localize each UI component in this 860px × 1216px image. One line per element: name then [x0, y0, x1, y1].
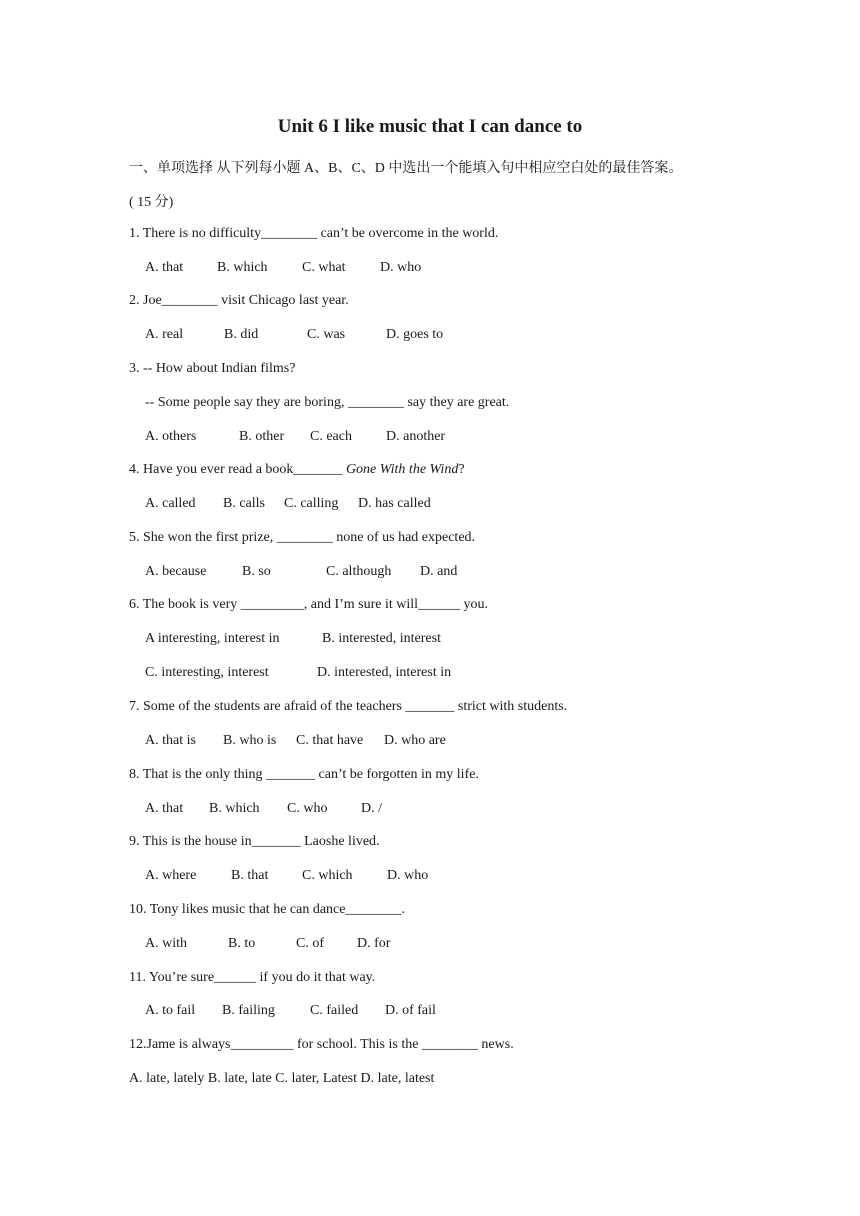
question-7-stem: 7. Some of the students are afraid of the teachers _______ strict with students.: [129, 699, 568, 714]
option-d: D. and: [420, 564, 458, 579]
option-d: D. for: [357, 936, 391, 951]
option-b: B. calls: [223, 496, 265, 511]
question-3-options: [145, 429, 445, 445]
option-d: D. who are: [384, 733, 446, 748]
option-c: C. calling: [284, 496, 339, 511]
question-1-stem: 1. There is no difficulty________ can’t be overcome in the world.: [129, 226, 499, 241]
option-c: C. each: [310, 429, 352, 444]
option-a: A. that: [145, 260, 184, 275]
option-c: C. failed: [310, 1003, 359, 1018]
question-8-stem: 8. That is the only thing _______ can’t be forgotten in my life.: [129, 767, 479, 782]
question-2-stem: 2. Joe________ visit Chicago last year.: [129, 293, 349, 308]
option-b: B. which: [209, 801, 260, 816]
option-d: D. of fail: [385, 1003, 436, 1018]
option-a: A. to fail: [145, 1003, 196, 1018]
question-12-stem: 12.Jame is always_________ for school. This is the ________ news.: [129, 1037, 514, 1052]
question-10-options: [145, 936, 390, 952]
question-7-options: [145, 733, 446, 749]
option-a: A interesting, interest in: [145, 631, 280, 646]
option-c: C. of: [296, 936, 324, 951]
option-b: B. to: [228, 936, 256, 951]
question-4-options: [145, 496, 431, 512]
question-5-stem: 5. She won the first prize, ________ none of us had expected.: [129, 530, 476, 545]
option-c: C. who: [287, 801, 328, 816]
question-8-options: [145, 801, 382, 817]
option-b: B. who is: [223, 733, 277, 748]
option-d: D. /: [361, 801, 382, 816]
option-a: A. that: [145, 801, 184, 816]
question-3-stem-2: -- Some people say they are boring, ________ say they are great.: [145, 395, 510, 410]
book-title: Gone With the Wind: [345, 462, 459, 477]
option-c: C. what: [302, 260, 346, 275]
question-11-stem: 11. You’re sure______ if you do it that way.: [129, 970, 376, 985]
section-score: ( 15 分): [129, 195, 174, 210]
option-b: B. so: [242, 564, 271, 579]
section-heading: 一、单项选择 从下列每小题 A、B、C、D 中选出一个能填入句中相应空白处的最佳答案。: [129, 161, 683, 176]
option-d: D. another: [386, 429, 446, 444]
option-c: C. was: [307, 327, 346, 342]
option-c: C. which: [302, 868, 353, 883]
question-4-stem: [129, 462, 465, 478]
option-a: A. with: [145, 936, 187, 951]
option-c: C. although: [326, 564, 392, 579]
option-b: B. interested, interest: [322, 631, 441, 646]
question-12-options: A. late, lately B. late, late C. later, Latest D. late, latest: [129, 1071, 435, 1086]
option-b: B. other: [239, 429, 285, 444]
option-a: A. that is: [145, 733, 196, 748]
question-4-stem-text: 4. Have you ever read a book_______: [129, 462, 346, 477]
question-6-options-row-1: [145, 631, 441, 647]
option-a: A. called: [145, 496, 196, 511]
option-d: D. who: [380, 260, 422, 275]
option-a: A. because: [145, 564, 207, 579]
option-a: A. others: [145, 429, 197, 444]
option-c: C. interesting, interest: [145, 665, 269, 680]
question-1-options: [145, 260, 421, 276]
question-5-options: [145, 564, 457, 580]
option-d: D. interested, interest in: [317, 665, 452, 680]
question-6-stem: 6. The book is very _________, and I’m sure it will______ you.: [129, 597, 489, 612]
option-a: A. where: [145, 868, 197, 883]
option-b: B. which: [217, 260, 268, 275]
question-9-options: [145, 868, 428, 884]
option-c: C. that have: [296, 733, 364, 748]
question-mark: ?: [458, 462, 465, 477]
option-d: D. goes to: [386, 327, 444, 342]
option-a: A. real: [145, 327, 184, 342]
question-10-stem: 10. Tony likes music that he can dance________.: [129, 902, 405, 917]
option-b: B. did: [224, 327, 259, 342]
question-6-options-row-2: [145, 665, 451, 681]
document-title: Unit 6 I like music that I can dance to: [277, 116, 583, 137]
option-b: B. failing: [222, 1003, 275, 1018]
question-11-options: [145, 1003, 436, 1019]
question-9-stem: 9. This is the house in_______ Laoshe lived.: [129, 834, 380, 849]
option-d: D. who: [387, 868, 429, 883]
option-d: D. has called: [358, 496, 431, 511]
option-b: B. that: [231, 868, 269, 883]
question-3-stem: 3. -- How about Indian films?: [129, 361, 296, 376]
question-2-options: [145, 327, 443, 343]
